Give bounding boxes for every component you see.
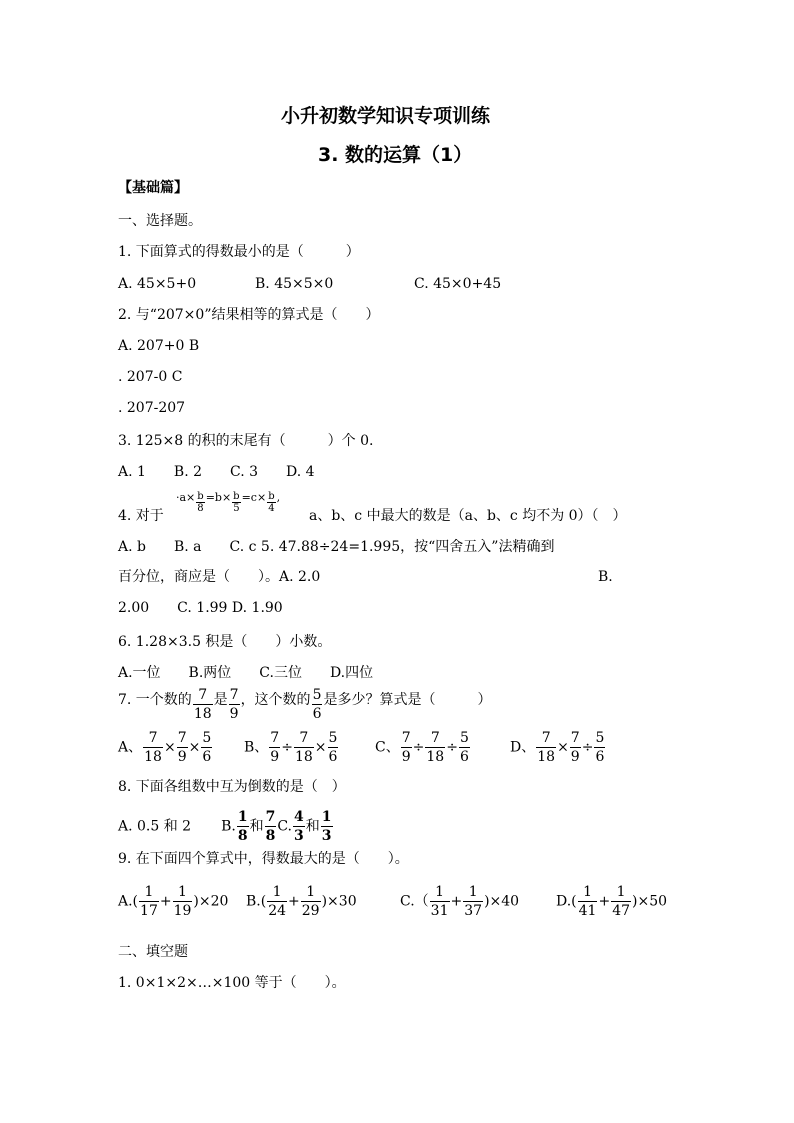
- q4-stem: a、b、c 中最大的数是（a、b、c 均不为 0）（ ）: [309, 508, 627, 524]
- q9-option-d: D.( $\frac{1}{41}$ + $\frac{1}{47}$ )×50: [556, 884, 668, 919]
- q4-fraction-b-5: $\frac{b}{5}$: [233, 491, 240, 514]
- q1-option-b: B. 45×5×0: [255, 276, 334, 292]
- q6-stem: 6. 1.28×3.5 积是（ ）小数。: [118, 634, 332, 650]
- q5-line2: 百分位，商应是（ ）。A. 2.0: [118, 569, 321, 585]
- q9-stem: 9. 在下面四个算式中，得数最大的是（ ）。: [118, 851, 409, 867]
- q4-a-times: a×: [179, 491, 196, 504]
- q9-option-a: A.( $\frac{1}{17}$ + $\frac{1}{19}$ )×20: [118, 884, 229, 919]
- q2-line1: A. 207+0 B: [118, 338, 200, 354]
- q7-text-3: ，这个数的: [240, 692, 311, 708]
- q9-option-c: C.（ $\frac{1}{31}$ + $\frac{1}{37}$ )×40: [400, 884, 520, 919]
- q5-option-b-label: B.: [598, 569, 613, 585]
- q4-comma: ,: [276, 491, 281, 504]
- q1-option-c: C. 45×0+45: [414, 276, 502, 292]
- q7-fraction-7-9: $\frac{7}{9}$: [229, 687, 239, 722]
- part2-heading: 二、填空题: [118, 944, 188, 960]
- q5-line3: 2.00 C. 1.99 D. 1.90: [118, 600, 283, 616]
- q7-stem: [118, 687, 492, 730]
- q7-option-a: A、 $\frac{7}{18}$ × $\frac{7}{9}$ × $\frac{5}{6}$: [118, 730, 212, 765]
- q9-option-b: B.( $\frac{1}{24}$ + $\frac{1}{29}$ )×30: [246, 884, 357, 919]
- section-tag: 【基础篇】: [118, 180, 188, 196]
- q7-fraction-7-18: $\frac{7}{18}$: [193, 687, 212, 722]
- q7-text-4: 是多少？算式是（ ）: [323, 692, 492, 708]
- q1-option-a: A. 45×5+0: [118, 276, 197, 292]
- q4-eq1: =b×: [205, 491, 232, 504]
- q4-fraction-b-4: $\frac{b}{4}$: [268, 491, 275, 514]
- page-title: 小升初数学知识专项训练: [281, 105, 491, 127]
- q4-dot: ·: [176, 491, 180, 504]
- q4-eq2: =c×: [241, 491, 267, 504]
- q8-options: A. 0.5 和 2 B. $\frac{1}{8}$ 和 $\frac{7}{8}$ C. $\frac{4}{3}$ 和 $\frac{1}{3}$: [118, 809, 332, 844]
- q3-stem: 3. 125×8 的积的末尾有（ ）个 0.: [118, 433, 374, 449]
- q2-stem: 2. 与“207×0”结果相等的算式是（ ）: [118, 307, 380, 323]
- q4-prefix: 4. 对于: [118, 508, 164, 524]
- q8-stem: 8. 下面各组数中互为倒数的是（ ）: [118, 779, 346, 795]
- page-subtitle: 3. 数的运算（1）: [318, 144, 473, 166]
- q7-fraction-5-6: $\frac{5}{6}$: [312, 687, 322, 722]
- q3-options: A. 1 B. 2 C. 3 D. 4: [118, 464, 315, 480]
- q1-stem: 1. 下面算式的得数最小的是（ ）: [118, 244, 360, 260]
- q2-line3: . 207-207: [118, 400, 186, 416]
- q7-option-d: D、 $\frac{7}{18}$ × $\frac{7}{9}$ ÷ $\frac{5}{6}$: [510, 730, 605, 765]
- q7-option-c: C、 $\frac{7}{9}$ ÷ $\frac{7}{18}$ ÷ $\frac{5}{6}$: [375, 730, 469, 765]
- part2-q1: 1. 0×1×2×…×100 等于（ ）。: [118, 975, 346, 991]
- q2-line2: . 207-0 C: [118, 369, 183, 385]
- q4-formula: [176, 492, 280, 514]
- part1-heading: 一、选择题。: [118, 213, 202, 229]
- q6-options: A.一位 B.两位 C.三位 D.四位: [118, 665, 374, 681]
- q7-text-1: 7. 一个数的: [118, 692, 192, 708]
- q7-option-b: B、 $\frac{7}{9}$ ÷ $\frac{7}{18}$ × $\frac{5}{6}$: [244, 730, 338, 765]
- q4-fraction-b-8: $\frac{b}{8}$: [197, 491, 204, 514]
- q4-options-q5-stem: A. b B. a C. c 5. 47.88÷24=1.995，按“四舍五入”法精确到: [118, 539, 555, 555]
- q7-text-2: 是: [213, 692, 228, 708]
